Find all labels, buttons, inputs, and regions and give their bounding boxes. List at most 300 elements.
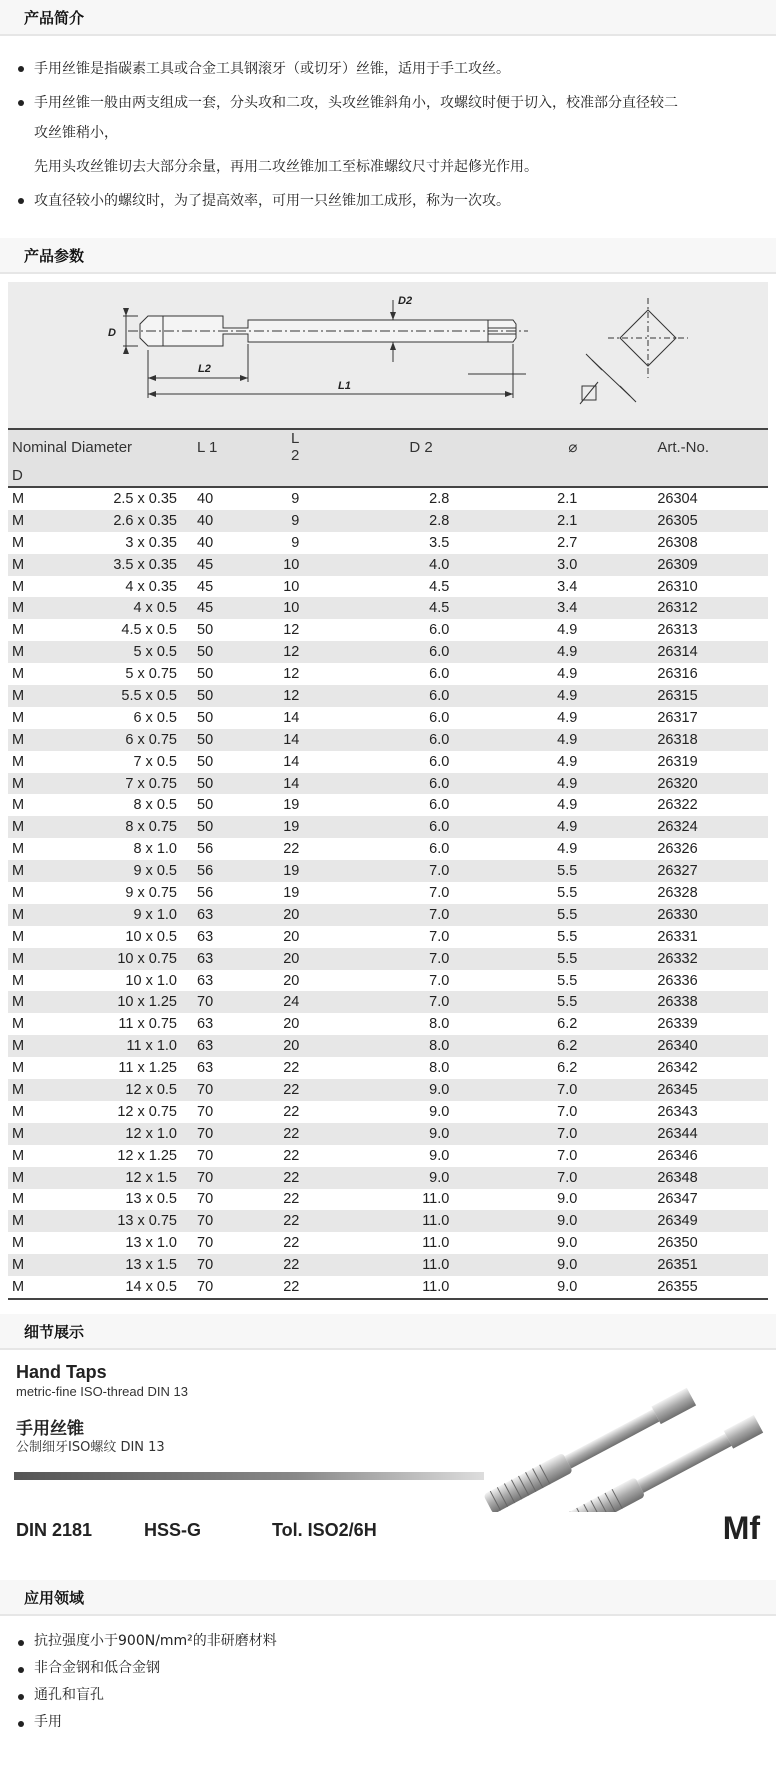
- banner-mark-mf: Mf: [722, 1509, 760, 1546]
- application-list: [0, 1628, 776, 1736]
- cell-art-no: 26327: [577, 860, 768, 882]
- cell-l1: 70: [197, 1147, 214, 1164]
- cell-d2: 11.0: [299, 1254, 473, 1276]
- cell-nominal: 11 x 1.0: [46, 1035, 181, 1057]
- cell-l2: 22: [247, 1079, 299, 1101]
- intro-bullet-3: 攻直径较小的螺纹时，为了提高效率，可用一只丝锥加工成形，称为一次攻。: [14, 186, 776, 216]
- cell-nominal: 13 x 1.5: [46, 1254, 181, 1276]
- intro-bullet-1: 手用丝锥是指碳素工具或合金工具钢滚牙（或切牙）丝锥，适用于手工攻丝。: [14, 54, 776, 84]
- table-row: [8, 554, 768, 576]
- cell-l1: 45: [181, 597, 247, 619]
- label-l1: L1: [338, 380, 351, 392]
- cell-l2: 22: [247, 1123, 299, 1145]
- cell-square: 4.9: [473, 641, 577, 663]
- cell-art-no: 26304: [657, 490, 698, 507]
- table-row: [8, 1189, 768, 1211]
- cell-l1: 63: [197, 1060, 214, 1077]
- cell-nominal: 8 x 1.0: [133, 841, 177, 858]
- cell-prefix: M: [12, 928, 25, 945]
- spec-header-row-2: [8, 464, 768, 487]
- banner-spec-din: DIN 2181: [16, 1519, 93, 1540]
- cell-square: 9.0: [473, 1276, 577, 1299]
- cell-art-no: 26340: [577, 1035, 768, 1057]
- cell-prefix: M: [8, 948, 46, 970]
- cell-nominal: 3 x 0.35: [125, 534, 177, 551]
- cell-l2: 22: [247, 1254, 299, 1276]
- cell-square: 9.0: [473, 1210, 577, 1232]
- cell-prefix: M: [8, 1123, 46, 1145]
- cell-d2: 7.0: [429, 972, 450, 989]
- cell-l2: 20: [283, 972, 300, 989]
- application-item: 手用: [14, 1709, 776, 1736]
- cell-nominal: 12 x 1.5: [46, 1167, 181, 1189]
- cell-art-no: 26346: [657, 1147, 698, 1164]
- cell-prefix: M: [12, 972, 25, 989]
- section-intro-title: [0, 0, 776, 36]
- cell-nominal: 5 x 0.75: [125, 666, 177, 683]
- cell-l1: 40: [181, 510, 247, 532]
- cell-nominal: 6 x 0.5: [133, 709, 177, 726]
- cell-l2: 20: [247, 904, 299, 926]
- cell-square: 3.4: [557, 578, 578, 595]
- cell-nominal: 7 x 0.75: [46, 773, 181, 795]
- cell-square: 7.0: [473, 1079, 577, 1101]
- cell-l1: 63: [181, 1035, 247, 1057]
- cell-d2: 9.0: [299, 1123, 473, 1145]
- section-application-title: [0, 1580, 776, 1616]
- table-row: [8, 904, 768, 926]
- header-square-icon: ⌀: [473, 430, 577, 464]
- label-d2: D2: [398, 295, 413, 307]
- table-row: [8, 882, 768, 904]
- cell-d2: 7.0: [299, 948, 473, 970]
- cell-l2: 12: [283, 622, 300, 639]
- cell-art-no: 26328: [657, 884, 698, 901]
- cell-art-no: 26316: [657, 666, 698, 683]
- cell-square: 4.9: [557, 797, 578, 814]
- cell-l2: 24: [247, 991, 299, 1013]
- cell-d2: 7.0: [299, 991, 473, 1013]
- cell-d2: 3.5: [429, 534, 450, 551]
- cell-d2: 6.0: [299, 641, 473, 663]
- cell-d2: 7.0: [429, 928, 450, 945]
- cell-nominal: 7 x 0.5: [133, 753, 177, 770]
- table-row: [8, 948, 768, 970]
- cell-l1: 70: [181, 1210, 247, 1232]
- cell-d2: 6.0: [299, 729, 473, 751]
- label-l2: L2: [198, 363, 211, 375]
- cell-art-no: 26351: [577, 1254, 768, 1276]
- cell-square: 6.2: [557, 1060, 578, 1077]
- cell-square: 4.9: [557, 709, 578, 726]
- cell-nominal: 10 x 0.5: [125, 928, 177, 945]
- cell-nominal: 10 x 0.75: [46, 948, 181, 970]
- cell-nominal: 4 x 0.5: [46, 597, 181, 619]
- cell-l1: 70: [197, 1191, 214, 1208]
- cell-l2: 22: [247, 1210, 299, 1232]
- cell-d2: 8.0: [429, 1016, 450, 1033]
- cell-art-no: 26355: [577, 1276, 768, 1299]
- cell-l2: 19: [247, 816, 299, 838]
- cell-nominal: 4.5 x 0.5: [121, 622, 177, 639]
- cell-l1: 45: [181, 554, 247, 576]
- cell-l2: 19: [283, 884, 300, 901]
- cell-square: 3.0: [473, 554, 577, 576]
- cell-square: 7.0: [557, 1147, 578, 1164]
- table-row: [8, 991, 768, 1013]
- cell-d2: 8.0: [299, 1035, 473, 1057]
- cell-l1: 70: [197, 1103, 214, 1120]
- cell-d2: 7.0: [299, 904, 473, 926]
- cell-square: 4.9: [557, 622, 578, 639]
- cell-nominal: 9 x 0.75: [125, 884, 177, 901]
- cell-prefix: M: [12, 1016, 25, 1033]
- cell-prefix: M: [8, 1276, 46, 1299]
- cell-d2: 9.0: [299, 1167, 473, 1189]
- cell-l1: 70: [181, 1079, 247, 1101]
- cell-art-no: 26349: [577, 1210, 768, 1232]
- intro-bullet-2: 手用丝锥一般由两支组成一套，分头攻和二攻，头攻丝锥斜角小，攻螺纹时便于切入，校准部分直径较二: [14, 88, 776, 118]
- cell-l2: 9: [291, 534, 300, 551]
- cell-l2: 10: [247, 597, 299, 619]
- cell-l2: 20: [247, 1035, 299, 1057]
- cell-l2: 22: [247, 1167, 299, 1189]
- cell-nominal: 12 x 1.0: [46, 1123, 181, 1145]
- cell-l2: 20: [283, 928, 300, 945]
- cell-l1: 50: [181, 685, 247, 707]
- section-intro-title-text: 产品简介: [24, 9, 85, 27]
- table-row: [8, 729, 768, 751]
- table-row: [8, 926, 768, 948]
- table-row: [8, 510, 768, 532]
- application-item: 抗拉强度小于900N/mm²的非研磨材料: [14, 1628, 776, 1655]
- banner-spec-tolerance: Tol. ISO2/6H: [272, 1519, 377, 1540]
- cell-art-no: 26315: [577, 685, 768, 707]
- cell-nominal: 2.5 x 0.35: [113, 490, 177, 507]
- banner-spec-material: HSS-G: [144, 1519, 202, 1540]
- cell-nominal: 8 x 0.75: [46, 816, 181, 838]
- cell-l2: 12: [247, 685, 299, 707]
- cell-square: 4.9: [557, 666, 578, 683]
- cell-d2: 6.0: [299, 816, 473, 838]
- cell-square: 5.5: [557, 884, 578, 901]
- cell-prefix: M: [12, 841, 25, 858]
- table-row: [8, 707, 768, 729]
- cell-square: 2.1: [473, 510, 577, 532]
- cell-d2: 6.0: [429, 841, 450, 858]
- technical-drawing: [8, 282, 768, 430]
- hand-taps-image: [455, 1372, 775, 1512]
- cell-art-no: 26326: [657, 841, 698, 858]
- cell-prefix: M: [12, 884, 25, 901]
- table-row: [8, 1276, 768, 1299]
- cell-square: 4.9: [473, 685, 577, 707]
- cell-square: 7.0: [473, 1167, 577, 1189]
- cell-art-no: 26348: [577, 1167, 768, 1189]
- section-params-title: [0, 238, 776, 274]
- spec-header-row: [8, 430, 768, 464]
- cell-l1: 63: [197, 928, 214, 945]
- banner-title-cn: 手用丝锥: [16, 1418, 84, 1439]
- cell-nominal: 13 x 0.75: [46, 1210, 181, 1232]
- cell-art-no: 26308: [657, 534, 698, 551]
- application-item: 通孔和盲孔: [14, 1682, 776, 1709]
- product-banner: [0, 1350, 776, 1576]
- cell-l1: 70: [197, 1235, 214, 1252]
- section-details-title-text: 细节展示: [24, 1322, 85, 1341]
- cell-l1: 70: [181, 1276, 247, 1299]
- cell-l2: 14: [247, 773, 299, 795]
- cell-l1: 56: [181, 860, 247, 882]
- table-row: [8, 1210, 768, 1232]
- table-row: [8, 1101, 768, 1123]
- cell-l1: 63: [197, 972, 214, 989]
- cell-prefix: M: [8, 554, 46, 576]
- cell-prefix: M: [8, 904, 46, 926]
- cell-art-no: 26317: [657, 709, 698, 726]
- intro-bullet-2-cont: 攻丝锥稍小，: [34, 125, 118, 141]
- cell-nominal: 5.5 x 0.5: [46, 685, 181, 707]
- cell-l2: 22: [283, 841, 300, 858]
- cell-d2: 11.0: [422, 1235, 450, 1252]
- cell-l1: 50: [181, 773, 247, 795]
- cell-art-no: 26343: [657, 1103, 698, 1120]
- cell-l2: 14: [283, 753, 300, 770]
- cell-prefix: M: [8, 685, 46, 707]
- cell-l2: 12: [283, 666, 300, 683]
- cell-d2: 2.8: [429, 490, 450, 507]
- cell-l1: 45: [197, 578, 214, 595]
- banner-rule: [14, 1472, 484, 1480]
- cell-square: 5.5: [473, 860, 577, 882]
- table-row: [8, 970, 768, 992]
- cell-d2: 11.0: [299, 1276, 473, 1299]
- table-row: [8, 1145, 768, 1167]
- cell-art-no: 26347: [657, 1191, 698, 1208]
- cell-nominal: 13 x 0.5: [125, 1191, 177, 1208]
- cell-prefix: M: [12, 1147, 25, 1164]
- table-row: [8, 1232, 768, 1254]
- cell-art-no: 26342: [657, 1060, 698, 1077]
- cell-l2: 9: [291, 490, 300, 507]
- header-sub-d: D: [8, 464, 768, 487]
- cell-prefix: M: [12, 797, 25, 814]
- cell-square: 2.1: [557, 490, 578, 507]
- cell-art-no: 26320: [577, 773, 768, 795]
- header-d2: D 2: [299, 430, 473, 464]
- cell-d2: 11.0: [422, 1191, 450, 1208]
- table-row: [8, 1035, 768, 1057]
- cell-nominal: 12 x 0.5: [46, 1079, 181, 1101]
- header-nominal-diameter: Nominal Diameter: [8, 430, 181, 464]
- cell-l2: 9: [247, 510, 299, 532]
- cell-prefix: M: [12, 534, 25, 551]
- cell-art-no: 26312: [577, 597, 768, 619]
- cell-d2: 11.0: [299, 1210, 473, 1232]
- cell-d2: 2.8: [299, 510, 473, 532]
- table-row: [8, 751, 768, 773]
- cell-art-no: 26324: [577, 816, 768, 838]
- cell-art-no: 26350: [657, 1235, 698, 1252]
- cell-d2: 6.0: [429, 666, 450, 683]
- header-l1: L 1: [181, 430, 247, 464]
- header-l2: L 2: [247, 430, 299, 464]
- cell-l2: 14: [247, 729, 299, 751]
- application-item: 非合金钢和低合金钢: [14, 1655, 776, 1682]
- cell-d2: 6.0: [429, 709, 450, 726]
- cell-d2: 4.5: [299, 597, 473, 619]
- cell-prefix: M: [8, 1035, 46, 1057]
- cell-prefix: M: [12, 1103, 25, 1120]
- cell-l2: 10: [283, 578, 300, 595]
- spec-table: [8, 430, 768, 1300]
- table-row: [8, 773, 768, 795]
- cell-l1: 70: [181, 991, 247, 1013]
- table-row: [8, 1013, 768, 1035]
- cell-l1: 40: [197, 534, 214, 551]
- cell-l2: 19: [283, 797, 300, 814]
- table-row: [8, 663, 768, 685]
- table-row: [8, 487, 768, 510]
- cell-l2: 10: [247, 554, 299, 576]
- cell-prefix: M: [8, 641, 46, 663]
- tap-dimension-drawing: [8, 282, 768, 428]
- cell-art-no: 26318: [577, 729, 768, 751]
- cell-l1: 50: [197, 753, 214, 770]
- intro-bullet-2-extra: 先用头攻丝锥切去大部分余量，再用二攻丝锥加工至标准螺纹尺寸并起修光作用。: [34, 159, 538, 175]
- cell-prefix: M: [12, 622, 25, 639]
- cell-square: 9.0: [557, 1191, 578, 1208]
- table-row: [8, 1123, 768, 1145]
- cell-square: 4.9: [473, 729, 577, 751]
- cell-l2: 22: [247, 1276, 299, 1299]
- cell-l1: 70: [181, 1167, 247, 1189]
- cell-nominal: 9 x 0.5: [46, 860, 181, 882]
- header-art-no: Art.-No.: [577, 430, 768, 464]
- table-row: [8, 532, 768, 554]
- cell-square: 7.0: [473, 1123, 577, 1145]
- cell-l1: 50: [197, 622, 214, 639]
- cell-l2: 22: [283, 1235, 300, 1252]
- cell-l1: 40: [197, 490, 214, 507]
- cell-nominal: 10 x 1.0: [125, 972, 177, 989]
- cell-l2: 14: [283, 709, 300, 726]
- banner-subtitle-en: metric-fine ISO-thread DIN 13: [16, 1383, 188, 1399]
- cell-art-no: 26344: [577, 1123, 768, 1145]
- cell-d2: 4.5: [429, 578, 450, 595]
- cell-l1: 70: [181, 1123, 247, 1145]
- intro-bullet-list: [0, 54, 776, 216]
- cell-l2: 19: [247, 860, 299, 882]
- cell-l1: 63: [181, 904, 247, 926]
- cell-l1: 63: [197, 1016, 214, 1033]
- cell-d2: 6.0: [429, 753, 450, 770]
- cell-square: 6.2: [473, 1035, 577, 1057]
- table-row: [8, 1167, 768, 1189]
- cell-nominal: 2.6 x 0.35: [46, 510, 181, 532]
- cell-square: 4.9: [557, 753, 578, 770]
- cell-art-no: 26332: [577, 948, 768, 970]
- cell-nominal: 8 x 0.5: [133, 797, 177, 814]
- cell-l1: 63: [181, 948, 247, 970]
- cell-nominal: 12 x 1.25: [117, 1147, 177, 1164]
- cell-square: 9.0: [473, 1254, 577, 1276]
- cell-art-no: 26310: [657, 578, 698, 595]
- cell-art-no: 26305: [577, 510, 768, 532]
- cell-art-no: 26330: [577, 904, 768, 926]
- cell-d2: 8.0: [429, 1060, 450, 1077]
- cell-d2: 4.0: [299, 554, 473, 576]
- cell-l1: 50: [197, 797, 214, 814]
- table-row: [8, 619, 768, 641]
- cell-prefix: M: [8, 773, 46, 795]
- cell-nominal: 10 x 1.25: [46, 991, 181, 1013]
- cell-prefix: M: [8, 860, 46, 882]
- cell-prefix: M: [8, 729, 46, 751]
- section-details-title: [0, 1314, 776, 1350]
- cell-art-no: 26319: [657, 753, 698, 770]
- cell-nominal: 11 x 0.75: [118, 1016, 177, 1033]
- cell-art-no: 26336: [657, 972, 698, 989]
- cell-l1: 50: [197, 666, 214, 683]
- cell-l2: 22: [283, 1060, 300, 1077]
- cell-prefix: M: [12, 666, 25, 683]
- cell-prefix: M: [8, 1254, 46, 1276]
- cell-square: 5.5: [473, 904, 577, 926]
- table-row: [8, 597, 768, 619]
- cell-prefix: M: [12, 753, 25, 770]
- cell-prefix: M: [12, 1191, 25, 1208]
- cell-l2: 22: [283, 1147, 300, 1164]
- cell-d2: 7.0: [299, 860, 473, 882]
- cell-prefix: M: [8, 1167, 46, 1189]
- cell-nominal: 4 x 0.35: [125, 578, 177, 595]
- cell-d2: 9.0: [429, 1147, 450, 1164]
- table-row: [8, 1254, 768, 1276]
- cell-square: 4.9: [557, 841, 578, 858]
- table-row: [8, 576, 768, 598]
- cell-square: 6.2: [557, 1016, 578, 1033]
- cell-d2: 7.0: [429, 884, 450, 901]
- cell-l1: 56: [197, 884, 214, 901]
- cell-l2: 20: [283, 1016, 300, 1033]
- cell-prefix: M: [8, 1210, 46, 1232]
- cell-prefix: M: [8, 510, 46, 532]
- cell-nominal: 11 x 1.25: [118, 1060, 177, 1077]
- cell-l1: 50: [181, 816, 247, 838]
- cell-nominal: 12 x 0.75: [117, 1103, 177, 1120]
- cell-art-no: 26314: [577, 641, 768, 663]
- cell-square: 7.0: [557, 1103, 578, 1120]
- cell-square: 4.9: [473, 816, 577, 838]
- cell-d2: 6.0: [299, 773, 473, 795]
- table-row: [8, 1079, 768, 1101]
- table-row: [8, 641, 768, 663]
- cell-prefix: M: [8, 816, 46, 838]
- table-row: [8, 860, 768, 882]
- cell-l1: 70: [181, 1254, 247, 1276]
- cell-l1: 50: [181, 729, 247, 751]
- cell-l1: 56: [197, 841, 214, 858]
- cell-prefix: M: [8, 991, 46, 1013]
- cell-art-no: 26313: [657, 622, 698, 639]
- cell-prefix: M: [8, 597, 46, 619]
- cell-nominal: 9 x 1.0: [46, 904, 181, 926]
- cell-art-no: 26322: [657, 797, 698, 814]
- cell-prefix: M: [12, 1235, 25, 1252]
- cell-prefix: M: [12, 709, 25, 726]
- cell-nominal: 3.5 x 0.35: [46, 554, 181, 576]
